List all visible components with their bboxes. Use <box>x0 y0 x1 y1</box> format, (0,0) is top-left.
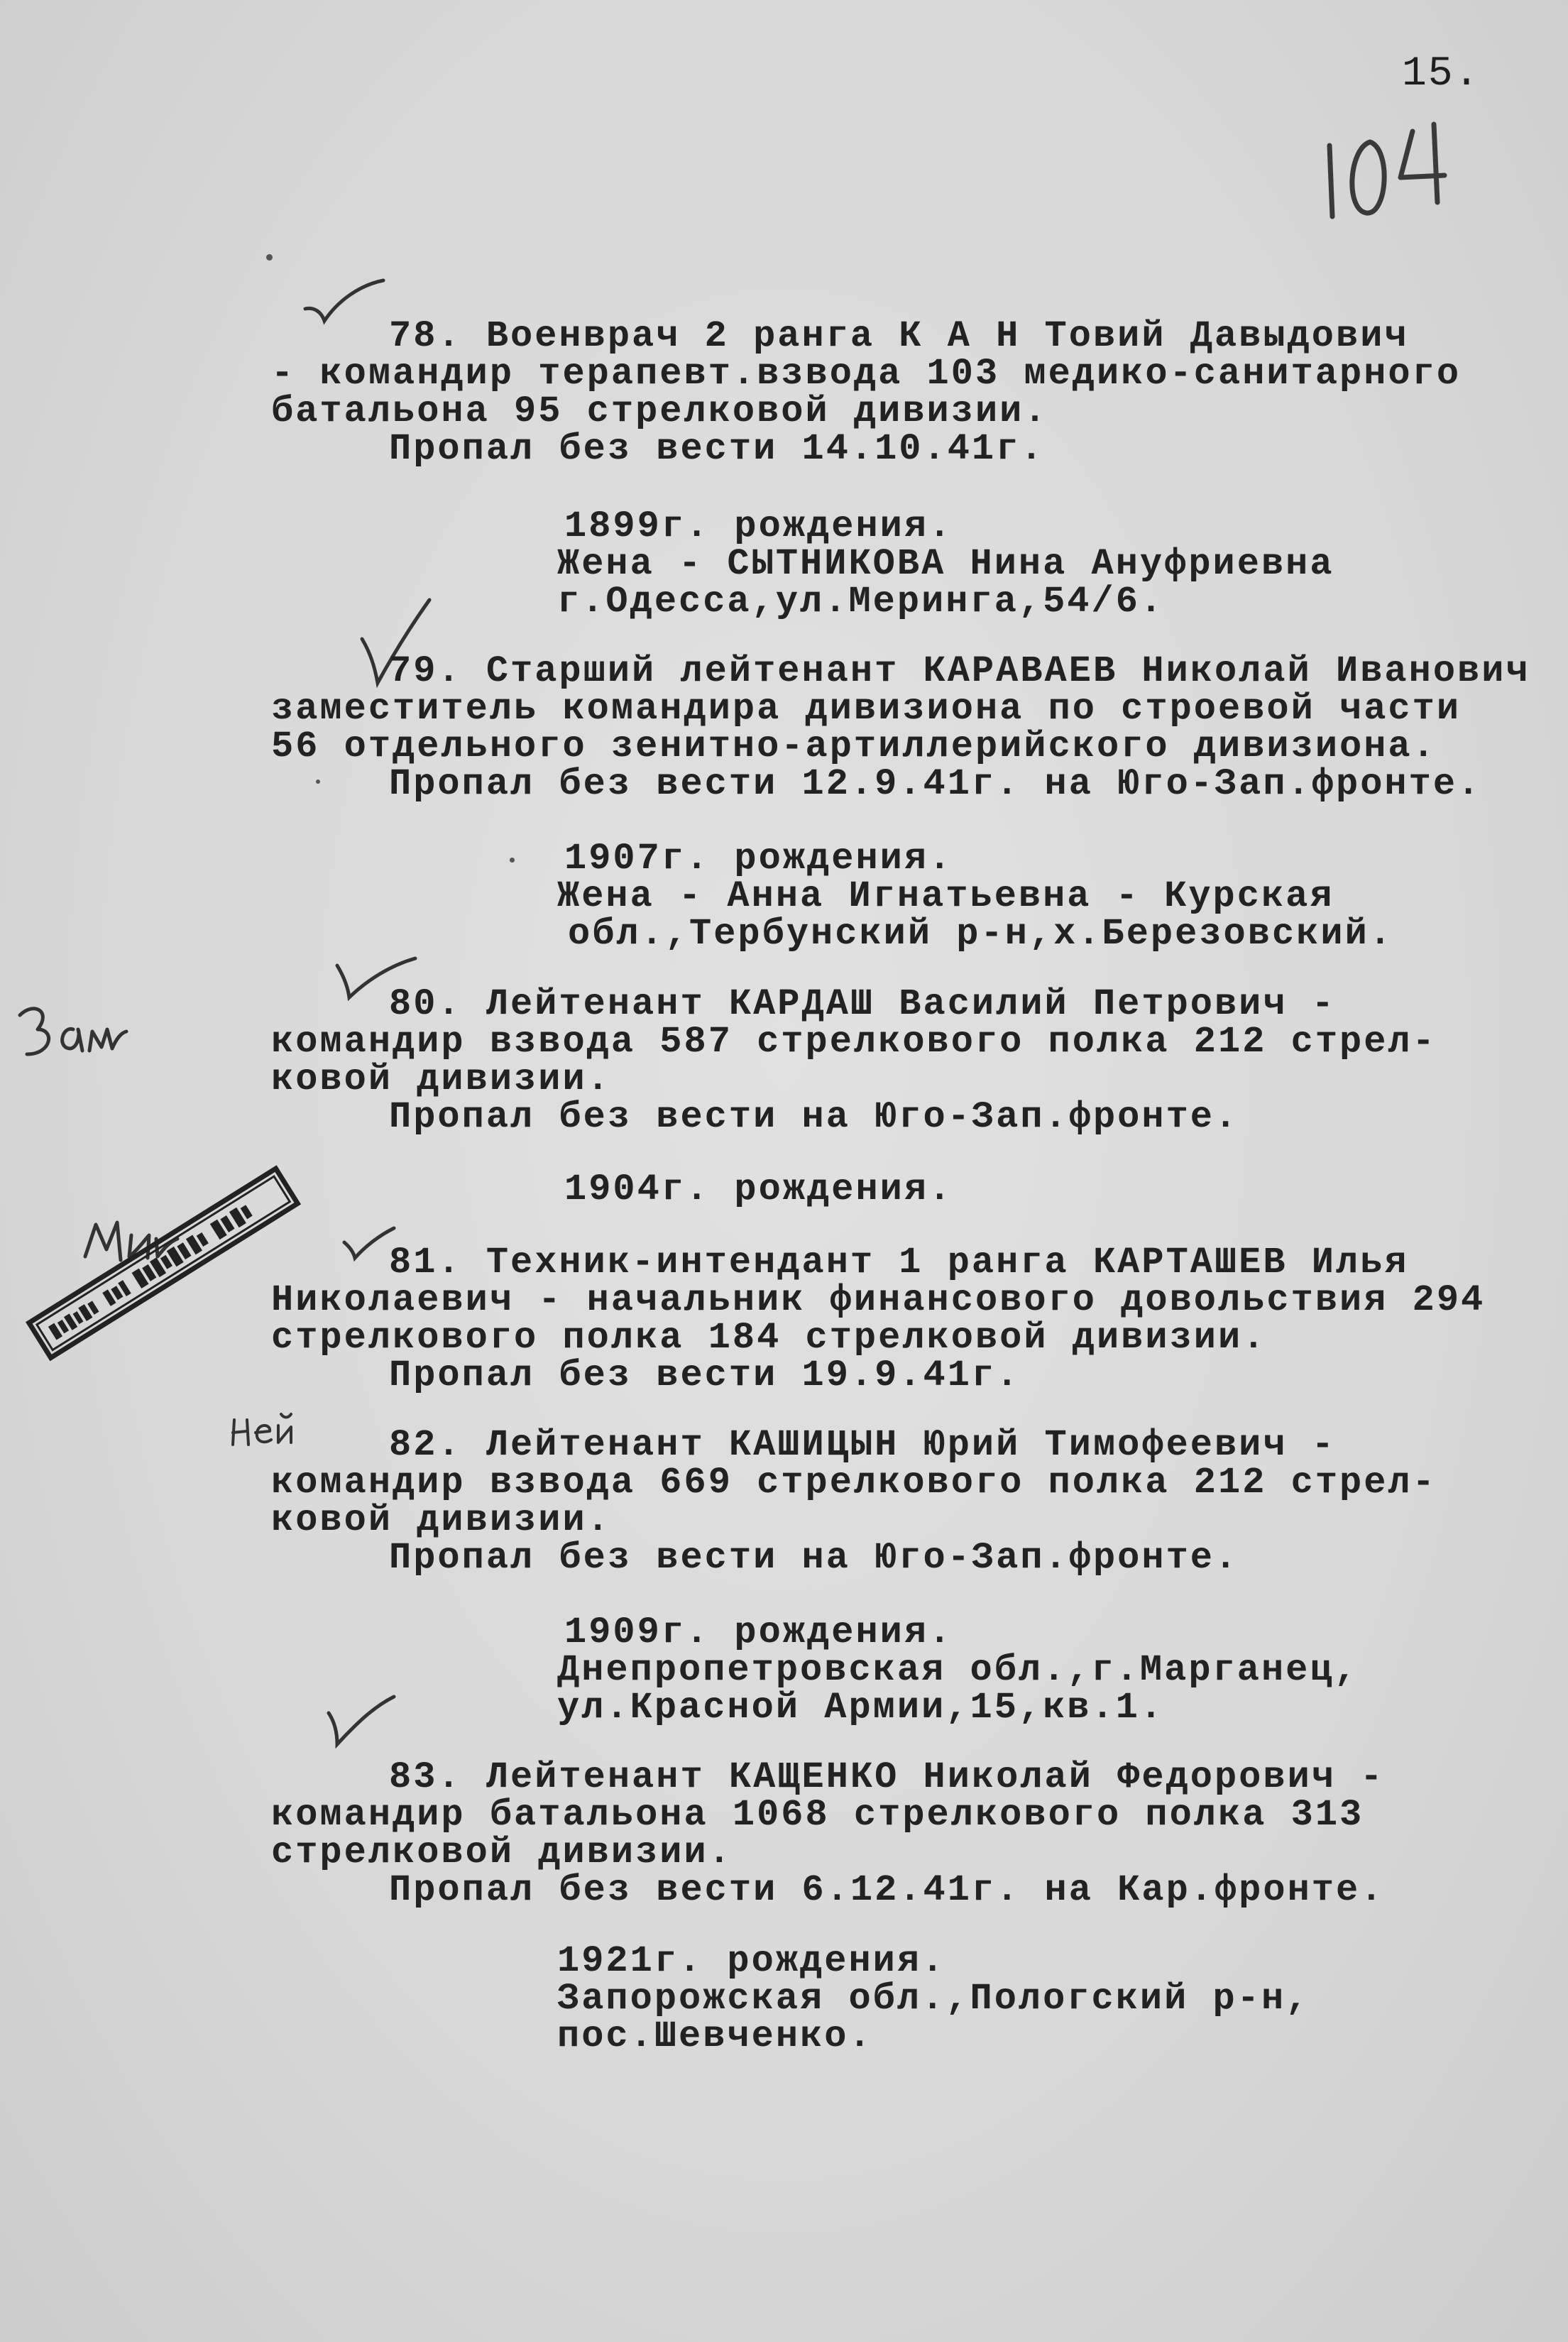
entry-82-detail-2: Днепропетровская обл.,г.Марганец, <box>557 1649 1359 1691</box>
entry-80-line-3: ковой дивизии. <box>271 1058 611 1100</box>
handwritten-margin-ney <box>229 1399 300 1455</box>
entry-78-line-1: 78. Военврач 2 ранга К А Н Товий Давыдович <box>389 315 1409 357</box>
check-mark-icon <box>323 1693 401 1750</box>
entry-78-detail-2: Жена - СЫТНИКОВА Нина Ануфриевна <box>557 543 1334 585</box>
entry-78-line-2: - командир терапевт.взвода 103 медико-санитарного <box>271 353 1462 395</box>
entry-80-detail-1: 1904г. рождения. <box>564 1169 953 1210</box>
entry-78-detail-1: 1899г. рождения. <box>564 505 953 547</box>
entry-83-line-2: командир батальона 1068 стрелкового полка 313 <box>271 1794 1364 1836</box>
entry-79-line-4: Пропал без вести 12.9.41г. на Юго-Зап.фронте. <box>389 763 1482 805</box>
entry-81-line-4: Пропал без вести 19.9.41г. <box>389 1355 1021 1396</box>
entry-80-line-2: командир взвода 587 стрелкового полка 212 стрел- <box>271 1021 1437 1063</box>
entry-83-line-4: Пропал без вести 6.12.41г. на Кар.фронте. <box>389 1869 1385 1911</box>
entry-83-line-1: 83. Лейтенант КАЩЕНКО Николай Федорович - <box>389 1756 1385 1798</box>
entry-82-line-1: 82. Лейтенант КАШИЦЫН Юрий Тимофеевич - <box>389 1424 1336 1466</box>
entry-79-line-1: 79. Старший лейтенант КАРАВАЕВ Николай Иванович <box>389 650 1530 692</box>
entry-83-detail-2: Запорожская обл.,Пологский р-н, <box>557 1978 1310 2020</box>
entry-79-line-3: 56 отдельного зенитно-артиллерийского дивизиона. <box>271 726 1437 767</box>
ink-speck <box>266 254 273 261</box>
entry-78-line-3: батальона 95 стрелковой дивизии. <box>271 390 1048 432</box>
entry-81-line-1: 81. Техник-интендант 1 ранга КАРТАШЕВ Илья <box>389 1242 1409 1284</box>
entry-83-line-3: стрелковой дивизии. <box>271 1832 733 1873</box>
entry-82-detail-1: 1909г. рождения. <box>564 1612 953 1653</box>
page-number: 15. <box>1402 51 1481 97</box>
entry-83-detail-1: 1921г. рождения. <box>557 1940 946 1982</box>
entry-82-line-2: командир взвода 669 стрелкового полка 212 стрел- <box>271 1462 1437 1504</box>
cancellation-stamp <box>28 1178 312 1391</box>
handwritten-folio-number <box>1317 117 1459 224</box>
entry-79-detail-1: 1907г. рождения. <box>564 838 953 880</box>
entry-80-line-1: 80. Лейтенант КАРДАШ Василий Петрович - <box>389 983 1336 1025</box>
entry-78-detail-3: г.Одесса,ул.Меринга,54/6. <box>557 581 1165 623</box>
handwritten-margin-zam <box>13 997 133 1076</box>
entry-79-detail-2: Жена - Анна Игнатьевна - Курская <box>557 875 1334 917</box>
entry-78-line-4: Пропал без вести 14.10.41г. <box>389 428 1045 470</box>
entry-80-line-4: Пропал без вести на Юго-Зап.фронте. <box>389 1096 1239 1138</box>
entry-82-line-4: Пропал без вести на Юго-Зап.фронте. <box>389 1537 1239 1579</box>
ink-speck <box>510 858 515 863</box>
entry-79-line-2: заместитель командира дивизиона по строевой части <box>271 688 1462 730</box>
check-mark-icon <box>302 277 387 334</box>
entry-79-detail-3: обл.,Тербунский р-н,х.Березовский. <box>568 913 1393 955</box>
entry-83-detail-3: пос.Шевченко. <box>557 2015 873 2057</box>
entry-82-detail-3: ул.Красной Армии,15,кв.1. <box>557 1687 1165 1729</box>
ink-speck <box>316 779 320 784</box>
entry-81-line-2: Николаевич - начальник финансового довольствия 294 <box>271 1279 1486 1321</box>
entry-81-line-3: стрелкового полка 184 стрелковой дивизии. <box>271 1317 1267 1359</box>
entry-82-line-3: ковой дивизии. <box>271 1499 611 1541</box>
